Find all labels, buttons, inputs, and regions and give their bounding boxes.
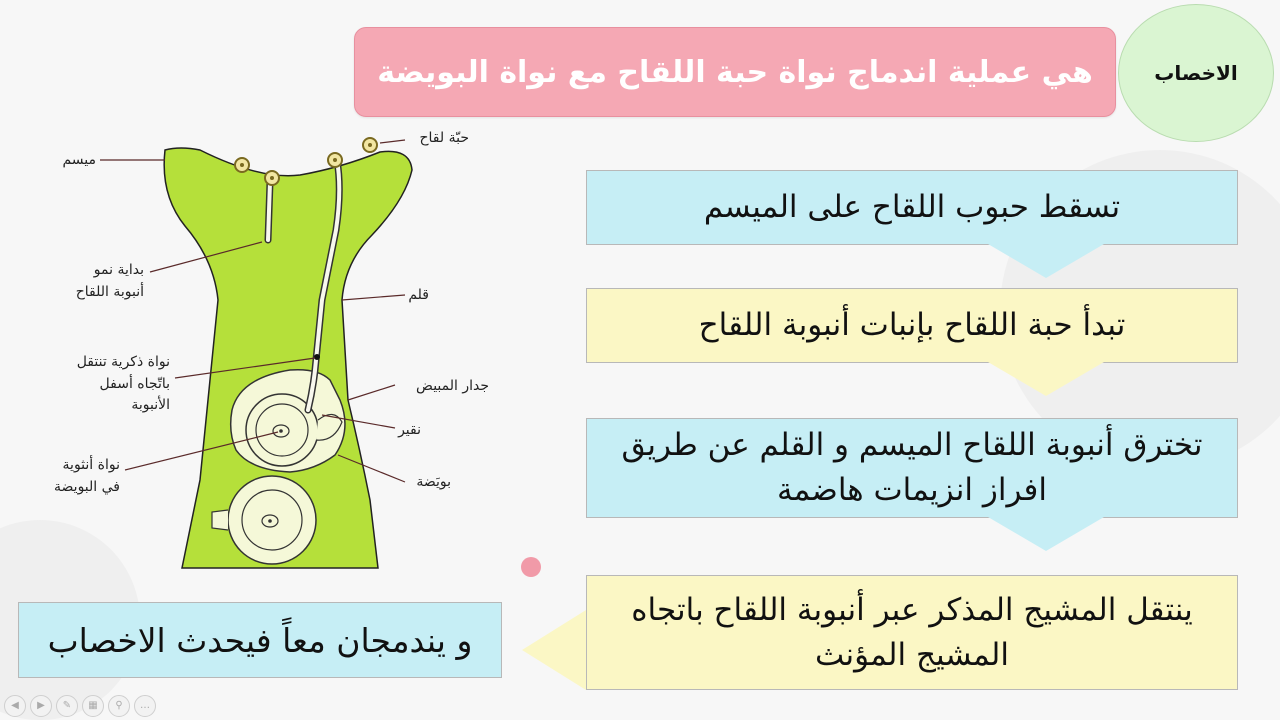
label-tube-start-line2: أنبوبة اللقاح [75,283,144,300]
step-text-4: ينتقل المشيج المذكر عبر أنبوبة اللقاح باتجاه المشيج المؤنث [631,591,1193,673]
step-text-1: تسقط حبوب اللقاح على الميسم [703,189,1121,226]
label-female-nucleus-line1: نواة أنثوية [62,457,120,473]
lower-ovule [228,476,316,564]
label-tube-start-line1: بداية نمو [93,262,144,278]
definition-text: هي عملية اندماج نواة حبة اللقاح مع نواة البويضة [377,54,1093,90]
topic-title-circle [1118,4,1274,142]
leader-ovary-wall [348,385,395,400]
label-tube-start [40,260,144,303]
step-box-3 [586,418,1238,518]
step-arrow-1 [988,244,1104,278]
topic-title: الاخصاب [1154,61,1238,85]
next-icon[interactable]: ▶ [30,695,52,717]
pointer-cursor-icon [521,557,541,577]
step-text-2: تبدأ حبة اللقاح بإنبات أنبوبة اللقاح [698,307,1126,344]
label-pollen-grain: حبّة لقاح [419,130,469,146]
zoom-icon[interactable]: ⚲ [108,695,130,717]
label-female-nucleus [20,455,120,498]
result-text: و يندمجان معاً فيحدث الاخصاب [47,620,473,660]
label-stigma: ميسم [62,152,96,168]
step-text-3: تخترق أنبوبة اللقاح الميسم و القلم عن طريق افراز انزيمات هاضمة [621,427,1203,508]
label-ovary-wall: جدار المبيض [416,378,489,394]
more-icon[interactable]: … [134,695,156,717]
step-arrow-2 [988,362,1104,396]
step-box-1 [586,170,1238,245]
label-male-nucleus-line3: الأنبوبة [131,397,170,414]
label-style: قلم [408,287,429,303]
step-arrow-3 [988,517,1104,551]
leader-pollen [380,140,405,143]
pen-icon[interactable]: ✎ [56,695,78,717]
label-micropyle: نقير [398,422,421,438]
label-male-nucleus [40,352,170,417]
step-box-4 [586,575,1238,690]
slides-icon[interactable]: ▦ [82,695,104,717]
prev-icon[interactable]: ◀ [4,695,26,717]
label-male-nucleus-line2: باتّجاه أسفل [99,375,170,392]
presentation-toolbar [4,695,156,717]
label-male-nucleus-line1: نواة ذكرية تنتقل [76,354,170,370]
label-ovule: بويَضة [416,474,451,490]
step-box-2 [586,288,1238,363]
result-pointer [522,610,586,690]
label-female-nucleus-line2: في البويضة [54,478,120,495]
male-nucleus-dot [314,354,320,360]
result-box [18,602,502,678]
leader-style [342,295,405,300]
